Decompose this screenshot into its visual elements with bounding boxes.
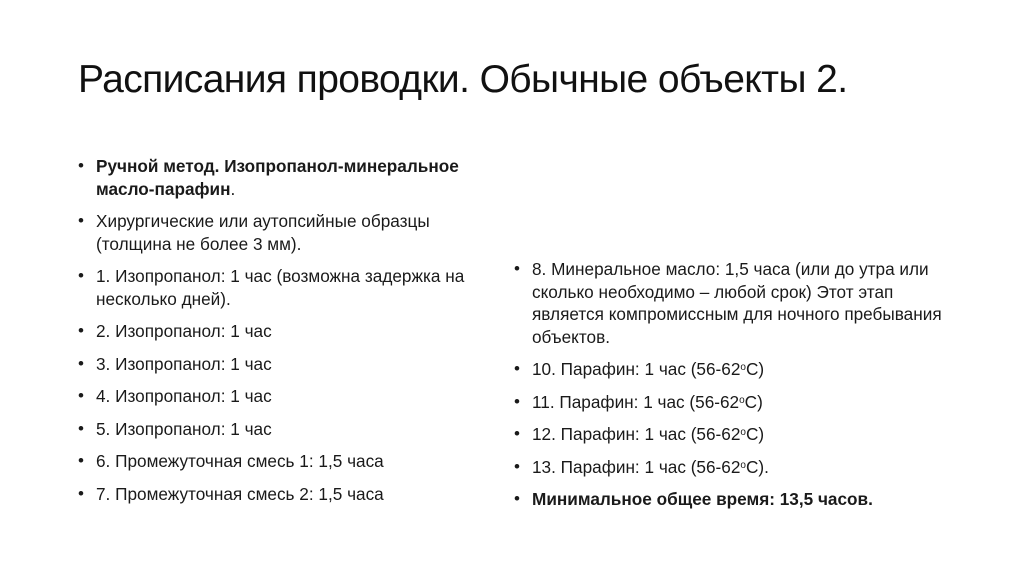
bullet-icon: • (78, 211, 84, 230)
left-bullet-list (78, 155, 503, 515)
list-item-text (532, 457, 769, 477)
list-item (514, 258, 964, 348)
bullet-icon: • (78, 156, 84, 175)
bullet-icon: • (514, 424, 520, 443)
list-item (514, 456, 964, 479)
bullet-icon: • (78, 353, 84, 373)
list-item-text (532, 424, 764, 444)
bullet-icon: • (78, 321, 84, 340)
list-item-text: 1. Изопропанол: 1 час (возможна задержка на несколько дней). (96, 266, 465, 309)
degree-superscript: o (740, 362, 746, 373)
bullet-icon: • (514, 391, 520, 411)
bullet-icon: • (514, 359, 520, 378)
bullet-icon: • (514, 259, 520, 278)
list-item-text: 3. Изопропанол: 1 час (96, 353, 272, 374)
list-item (78, 155, 503, 200)
list-item-text: Хирургические или аутопсийные образцы (толщина не более 3 мм). (96, 211, 430, 254)
list-item (78, 210, 503, 255)
bullet-icon: • (78, 483, 84, 503)
bullet-icon: • (78, 451, 84, 470)
list-item-text: 6. Промежуточная смесь 1: 1,5 часа (96, 451, 384, 471)
temp-text-start: 13. Парафин: 1 час (56-62 (532, 456, 741, 477)
right-bullet-list (514, 258, 964, 521)
list-item (514, 358, 964, 381)
list-item (78, 320, 503, 343)
list-item-text (532, 392, 763, 412)
list-item (78, 483, 503, 506)
degree-superscript: o (740, 459, 746, 471)
list-item-text: 4. Изопропанол: 1 час (96, 386, 272, 406)
list-item-text: 8. Минеральное масло: 1,5 часа (или до утра или сколько необходимо – любой срок) Этот этап является компромиссным для ночного пребывания объектов. (532, 259, 942, 347)
list-item (78, 385, 503, 408)
temp-text-end: C) (744, 391, 763, 412)
list-item-text-suffix: . (230, 178, 236, 199)
list-item (514, 391, 964, 414)
bullet-icon: • (78, 386, 84, 405)
slide-title: Расписания проводки. Обычные объекты 2. (78, 58, 848, 101)
bullet-icon: • (514, 456, 520, 476)
bullet-icon: • (514, 489, 520, 508)
list-item-text: Минимальное общее время: 13,5 часов. (532, 489, 873, 509)
temp-text-end: C). (745, 456, 769, 477)
list-item (78, 418, 503, 441)
degree-superscript: o (740, 427, 746, 438)
temp-text-start: 10. Парафин: 1 час (56-62 (532, 359, 741, 379)
temp-text-start: 12. Парафин: 1 час (56-62 (532, 424, 741, 444)
bullet-icon: • (78, 266, 84, 285)
list-item (514, 488, 964, 511)
temp-text-end: C) (745, 359, 765, 379)
list-item (78, 265, 503, 310)
list-item-text: 7. Промежуточная смесь 2: 1,5 часа (96, 483, 384, 504)
bullet-icon: • (78, 418, 84, 438)
list-item-text: 5. Изопропанол: 1 час (96, 418, 272, 439)
list-item-text: Ручной метод. Изопропанол-минеральное масло-парафин (96, 156, 459, 199)
list-item-text (532, 359, 764, 379)
degree-superscript: o (739, 394, 745, 406)
temp-text-end: C) (745, 424, 765, 444)
list-item-text: 2. Изопропанол: 1 час (96, 321, 272, 341)
list-item (514, 423, 964, 446)
list-item (78, 450, 503, 473)
list-item (78, 353, 503, 376)
temp-text-start: 11. Парафин: 1 час (56-62 (532, 391, 740, 412)
